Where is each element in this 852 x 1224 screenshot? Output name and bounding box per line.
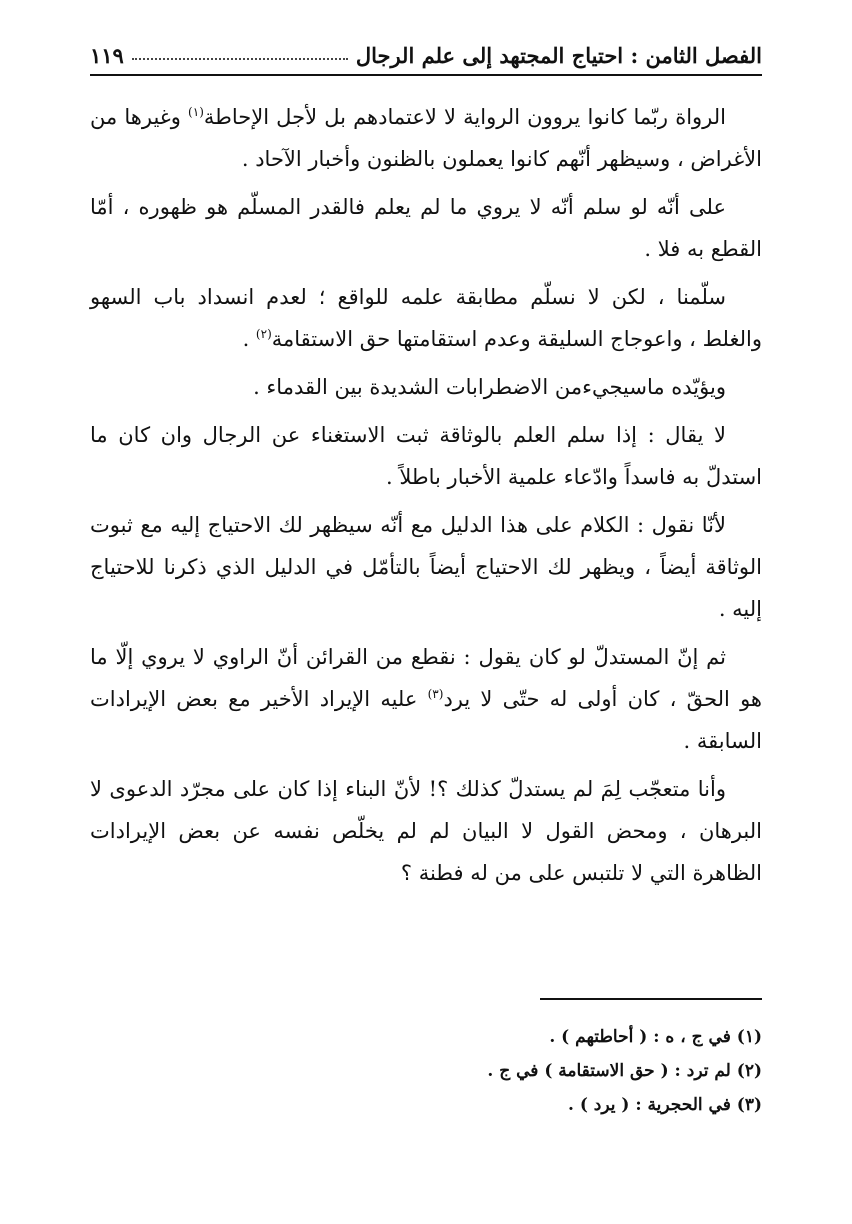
paragraph-text: وأنا متعجّب لِمَ لم يستدلّ كذلك ؟! لأنّ البناء إذا كان على مجرّد الدعوى لا البرهان ، ومحض القول لا البيان لم لم يخلّص نفسه عن بعض الإيرادات الظاهرة التي لا تلتبس على من له فطنة ؟: [90, 777, 762, 885]
footnotes: [90, 1020, 762, 1122]
footnote-marker: (٣): [427, 687, 444, 701]
paragraph: [90, 504, 762, 630]
paragraph-text-continued: عليه الإيراد الأخير مع بعض الإيرادات السابقة .: [90, 687, 762, 753]
paragraph-text: ثم إنّ المستدلّ لو كان يقول : نقطع من القرائن أنّ الراوي لا يروي إلّا ما هو الحقّ ، كان أولى له حتّى لا يرد: [90, 645, 762, 711]
page-number: ١١٩: [90, 43, 124, 68]
paragraph-text: لأنّا نقول : الكلام على هذا الدليل مع أنّه سيظهر لك الاحتياج إليه مع ثبوت الوثاقة أيضاً ، ويظهر لك الاحتياج أيضاً بالتأمّل في الدليل الذي ذكرنا للاحتياج إليه .: [90, 513, 762, 621]
paragraph: [90, 96, 762, 180]
footnote-separator: [540, 998, 762, 1000]
paragraph-text-continued: وغيرها من الأغراض ، وسيظهر أنّهم كانوا يعملون بالظنون وأخبار الآحاد .: [90, 105, 762, 171]
paragraph-text: الرواة ربّما كانوا يروون الرواية لا لاعتمادهم بل لأجل الإحاطة: [203, 105, 726, 129]
paragraph: [90, 366, 762, 408]
paragraph: [90, 186, 762, 270]
paragraph-text: ويؤيّده ماسيجيءمن الاضطرابات الشديدة بين القدماء .: [253, 375, 726, 399]
paragraph: [90, 276, 762, 360]
paragraph: [90, 768, 762, 894]
main-text: [90, 96, 762, 894]
chapter-title: الفصل الثامن : احتياج المجتهد إلى علم الرجال: [355, 43, 762, 68]
paragraph: [90, 414, 762, 498]
footnote-marker: (١): [188, 105, 204, 119]
paragraph-text: سلّمنا ، لكن لا نسلّم مطابقة علمه للواقع ؛ لعدم انسداد باب السهو والغلط ، واعوجاج السليقة وعدم استقامتها حق الاستقامة: [90, 285, 762, 351]
footnote-marker: (٢): [255, 327, 272, 341]
footnote: (٢) لم ترد : ( حق الاستقامة ) في ج .: [487, 1061, 762, 1081]
paragraph-text: على أنّه لو سلم أنّه لا يروي ما لم يعلم فالقدر المسلّم هو ظهوره ، أمّا القطع به فلا .: [90, 195, 762, 261]
paragraph-text-continued: .: [242, 327, 256, 351]
footnote: (٣) في الحجرية : ( يرد ) .: [568, 1095, 762, 1115]
paragraph-text: لا يقال : إذا سلم العلم بالوثاقة ثبت الاستغناء عن الرجال وان كان ما استدلّ به فاسداً وادّعاء علمية الأخبار باطلاً .: [90, 423, 762, 489]
book-page: [90, 30, 762, 1190]
header-leader-dots: [132, 57, 348, 60]
footnote: (١) في ج ، ه : ( أحاطتهم ) .: [549, 1027, 762, 1047]
running-header: [90, 30, 762, 76]
paragraph: [90, 636, 762, 762]
